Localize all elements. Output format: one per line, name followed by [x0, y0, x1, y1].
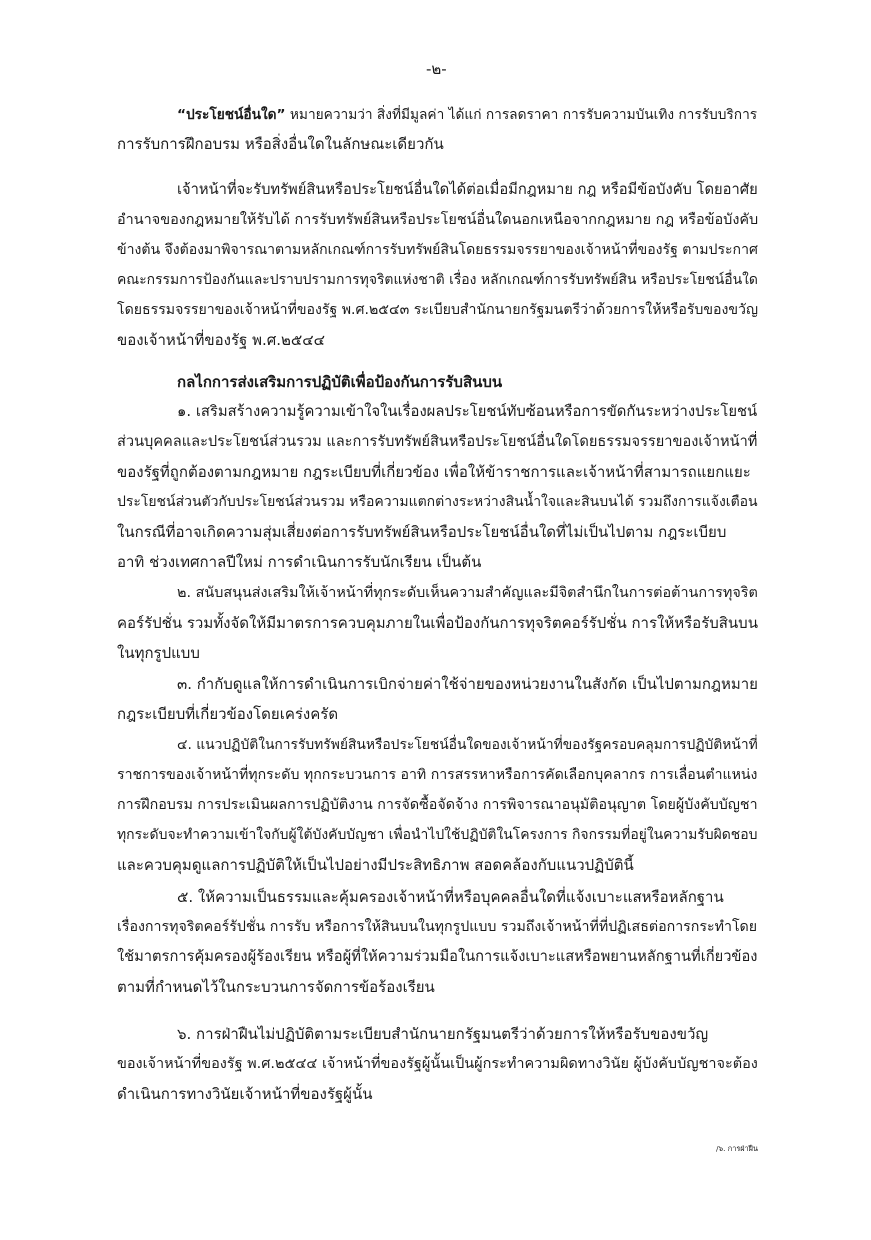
intro-line: เจ้าหน้าที่จะรับทรัพย์สินหรือประโยชน์อื่นใดได้ต่อเมื่อมีกฎหมาย กฎ หรือมีข้อบังคับ โดยอาศัย: [177, 181, 758, 198]
item-5-line: ใช้มาตรการคุ้มครองผู้ร้องเรียน หรือผู้ที่ให้ความร่วมมือในการแจ้งเบาะแสหรือพยานหลักฐานที่เกี่ยวข้อง: [117, 948, 758, 965]
item-6-line: ของเจ้าหน้าที่ของรัฐ พ.ศ.๒๕๔๔ เจ้าหน้าที่ของรัฐผู้นั้นเป็นผู้กระทำความผิดทางวินัย ผู้บังคับบัญชาจะต้อง: [117, 1056, 758, 1072]
intro-line: คณะกรรมการป้องกันและปราบปรามการทุจริตแห่งชาติ เรื่อง หลักเกณฑ์การรับทรัพย์สิน หรือประโยชน์อื่นใด: [117, 272, 758, 288]
item-5-line: ๕. ให้ความเป็นธรรมและคุ้มครองเจ้าหน้าที่หรือบุคคลอื่นใดที่แจ้งเบาะแสหรือหลักฐาน: [177, 888, 724, 906]
item-1-line: ๑. เสริมสร้างความรู้ความเข้าใจในเรื่องผลประโยชน์ทับซ้อนหรือการขัดกันระหว่างประโยชน์: [177, 403, 758, 420]
definition-term: “ประโยชน์อื่นใด”: [177, 107, 286, 123]
item-3-line: ๓. กำกับดูแลให้การดำเนินการเบิกจ่ายค่าใช้จ่ายของหน่วยงานในสังกัด เป็นไปตามกฎหมาย: [177, 675, 758, 693]
item-1-line: ประโยชน์ส่วนตัวกับประโยชน์ส่วนรวม หรือความแตกต่างระหว่างสินน้ำใจและสินบนได้ รวมถึงการแจ้งเตือน: [117, 494, 758, 510]
item-6-line: ดำเนินการทางวินัยเจ้าหน้าที่ของรัฐผู้นั้น: [117, 1085, 373, 1103]
item-3-line: กฎระเบียบที่เกี่ยวข้องโดยเคร่งครัด: [117, 705, 339, 723]
intro-line: ของเจ้าหน้าที่ของรัฐ พ.ศ.๒๕๔๔: [117, 331, 325, 349]
item-4-line: การฝึกอบรม การประเมินผลการปฏิบัติงาน การจัดซื้อจัดจ้าง การพิจารณาอนุมัติอนุญาต โดยผู้บังคับบัญชา: [117, 797, 758, 813]
item-6-line: ๖. การฝ่าฝืนไม่ปฏิบัติตามระเบียบสำนักนายกรัฐมนตรีว่าด้วยการให้หรือรับของขวัญ: [177, 1025, 709, 1043]
item-2-line: ในทุกรูปแบบ: [117, 644, 200, 662]
definition-text: หมายความว่า สิ่งที่มีมูลค่า ได้แก่ การลดราคา การรับความบันเทิง การรับบริการ: [285, 107, 758, 123]
item-1-line: ส่วนบุคคลและประโยชน์ส่วนรวม และการรับทรัพย์สินหรือประโยชน์อื่นใดโดยธรรมจรรยาของเจ้าหน้าที่: [117, 433, 758, 450]
item-5-line: ตามที่กำหนดไว้ในกระบวนการจัดการข้อร้องเรียน: [117, 978, 435, 996]
item-5-line: เรื่องการทุจริตคอร์รัปชั่น การรับ หรือการให้สินบนในทุกรูปแบบ รวมถึงเจ้าหน้าที่ที่ปฏิเสธต่อการกระทำโดย: [117, 919, 758, 935]
intro-line: ข้างต้น จึงต้องมาพิจารณาตามหลักเกณฑ์การรับทรัพย์สินโดยธรรมจรรยาของเจ้าหน้าที่ของรัฐ ตามประกาศ: [117, 242, 758, 258]
continuation-marker: /๖. การฝ่าฝืน: [716, 1144, 758, 1153]
definition-line-1: [177, 103, 757, 127]
item-4-line: ๔. แนวปฏิบัติในการรับทรัพย์สินหรือประโยชน์อื่นใดของเจ้าหน้าที่ของรัฐครอบคลุมการปฏิบัติหน้าที่: [177, 737, 758, 753]
item-1-line: ในกรณีที่อาจเกิดความสุ่มเสี่ยงต่อการรับทรัพย์สินหรือประโยชน์อื่นใดที่ไม่เป็นไปตาม กฎระเบียบ: [117, 523, 727, 541]
item-4-line: ราชการของเจ้าหน้าที่ทุกระดับ ทุกกระบวนการ อาทิ การสรรหาหรือการคัดเลือกบุคลากร การเลื่อนตำแหน่ง: [117, 767, 758, 783]
item-1-line: ของรัฐที่ถูกต้องตามกฎหมาย กฎระเบียบที่เกี่ยวข้อง เพื่อให้ข้าราชการและเจ้าหน้าที่สามารถแยกแยะ: [117, 463, 751, 481]
item-2-line: คอร์รัปชั่น รวมทั้งจัดให้มีมาตรการควบคุมภายในเพื่อป้องกันการทุจริตคอร์รัปชั่น การให้หรือรับสินบน: [117, 614, 758, 632]
item-4-line: และควบคุมดูแลการปฏิบัติให้เป็นไปอย่างมีประสิทธิภาพ สอดคล้องกับแนวปฏิบัตินี้: [117, 856, 634, 874]
item-4-line: ทุกระดับจะทำความเข้าใจกับผู้ใต้บังคับบัญชา เพื่อนำไปใช้ปฏิบัติในโครงการ กิจกรรมที่อยู่ในความรับผิดชอบ: [117, 827, 758, 843]
definition-line-2: การรับการฝึกอบรม หรือสิ่งอื่นใดในลักษณะเดียวกัน: [117, 135, 444, 153]
page-number: -๒-: [426, 60, 447, 78]
item-1-line: อาทิ ช่วงเทศกาลปีใหม่ การดำเนินการรับนักเรียน เป็นต้น: [117, 553, 482, 571]
intro-line: อำนาจของกฎหมายให้รับได้ การรับทรัพย์สินหรือประโยชน์อื่นใดนอกเหนือจากกฎหมาย กฎ หรือข้อบังคับ: [117, 212, 759, 228]
section-heading: กลไกการส่งเสริมการปฏิบัติเพื่อป้องกันการรับสินบน: [177, 373, 503, 391]
intro-line: โดยธรรมจรรยาของเจ้าหน้าที่ของรัฐ พ.ศ.๒๕๔๓ ระเบียบสำนักนายกรัฐมนตรีว่าด้วยการให้หรือรับของขวัญ: [117, 302, 758, 318]
item-2-line: ๒. สนับสนุนส่งเสริมให้เจ้าหน้าที่ทุกระดับเห็นความสำคัญและมีจิตสำนึกในการต่อต้านการทุจริต: [177, 585, 758, 601]
